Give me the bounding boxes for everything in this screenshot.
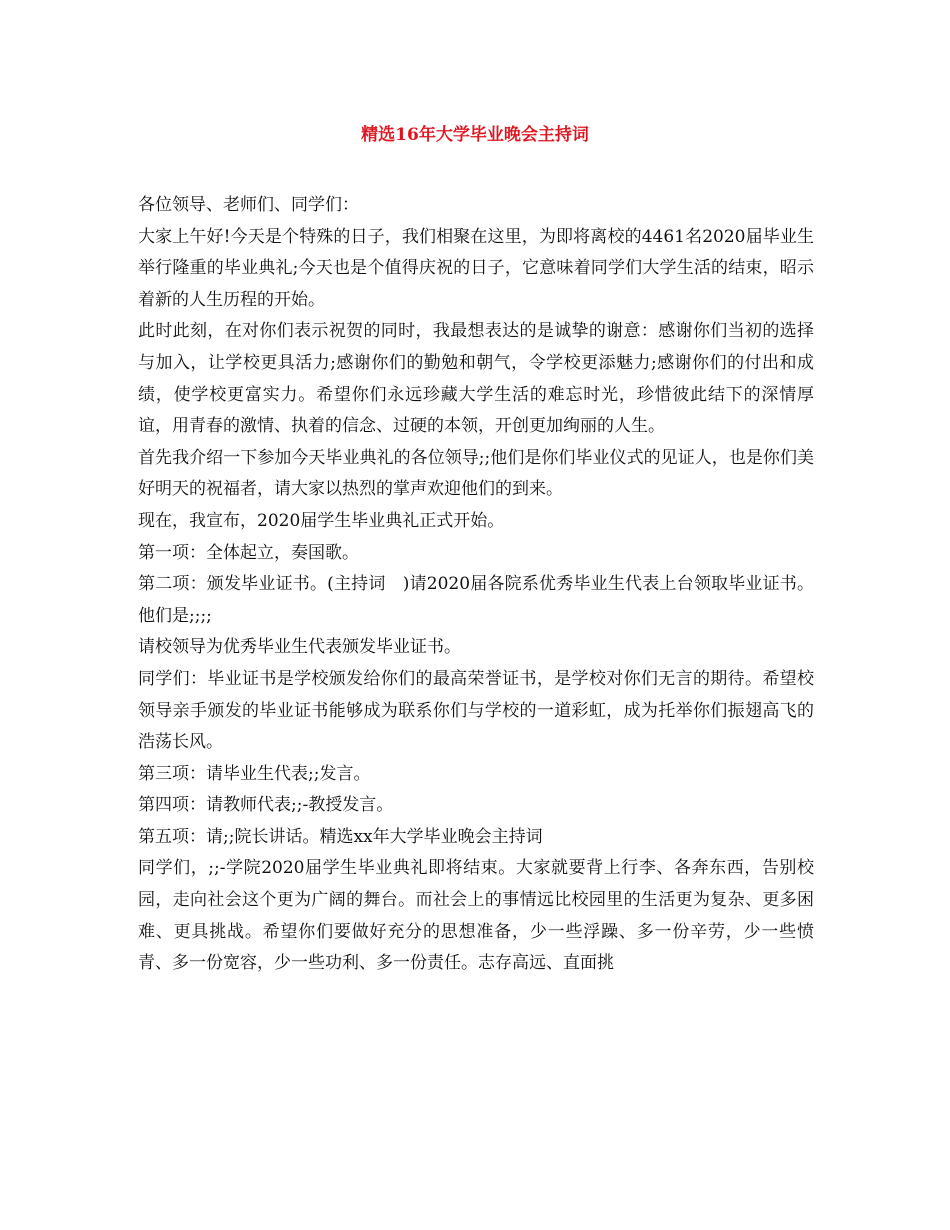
paragraph-leaders-intro: 首先我介绍一下参加今天毕业典礼的各位领导;;他们是你们毕业仪式的见证人，也是你们美好明天的祝福者，请大家以热烈的掌声欢迎他们的到来。 — [138, 447, 814, 500]
paragraph-thanks: 此时此刻，在对你们表示祝贺的同时，我最想表达的是诚挚的谢意：感谢你们当初的选择与加入，让学校更具活力;感谢你们的勤勉和朝气，令学校更添魅力;感谢你们的付出和成绩，使学校更富实力。希望你们永远珍藏大学生活的难忘时光，珍惜彼此结下的深情厚谊，用青春的激情、执着的信念、过硬的本领，开创更加绚丽的人生。 — [138, 321, 814, 437]
paragraph-item-five: 第五项：请;;院长讲话。精选xx年大学毕业晚会主持词 — [138, 826, 543, 847]
document-title: 精选16年大学毕业晚会主持词 — [361, 125, 589, 145]
paragraph-closing: 同学们，;;-学院2020届学生毕业典礼即将结束。大家就要背上行李、各奔东西，告别校园，走向社会这个更为广阔的舞台。而社会上的事情远比校园里的生活更为复杂、更多困难、更具挑战。希望你们要做好充分的思想准备，少一些浮躁、多一份辛劳，少一些愤青、多一份宽容，少一些功利、多一份责任。志存高远、直面挑 — [138, 858, 814, 974]
paragraph-ceremony-start: 现在，我宣布，2020届学生毕业典礼正式开始。 — [138, 510, 505, 531]
paragraph-item-four: 第四项：请教师代表;;-教授发言。 — [138, 795, 394, 816]
document-body — [138, 190, 814, 980]
paragraph-item-one: 第一项：全体起立，奏国歌。 — [138, 542, 359, 563]
paragraph-certificate-meaning: 同学们：毕业证书是学校颁发给你们的最高荣誉证书，是学校对你们无言的期待。希望校领导亲手颁发的毕业证书能够成为联系你们与学校的一道彩虹，成为托举你们振翅高飞的浩荡长风。 — [138, 668, 814, 753]
paragraph-salutation: 各位领导、老师们、同学们： — [138, 195, 359, 215]
paragraph-item-two: 第二项：颁发毕业证书。(主持词 )请2020届各院系优秀毕业生代表上台领取毕业证书。他们是;;;; — [138, 574, 814, 626]
paragraph-certificate-award: 请校领导为优秀毕业生代表颁发毕业证书。 — [138, 637, 461, 658]
paragraph-greeting: 大家上午好!今天是个特殊的日子，我们相聚在这里，为即将离校的4461名2020届毕业生举行隆重的毕业典礼;今天也是个值得庆祝的日子，它意味着同学们大学生活的结束，昭示着新的人生历程的开始。 — [138, 226, 814, 310]
paragraph-item-three: 第三项：请毕业生代表;;发言。 — [138, 763, 371, 784]
